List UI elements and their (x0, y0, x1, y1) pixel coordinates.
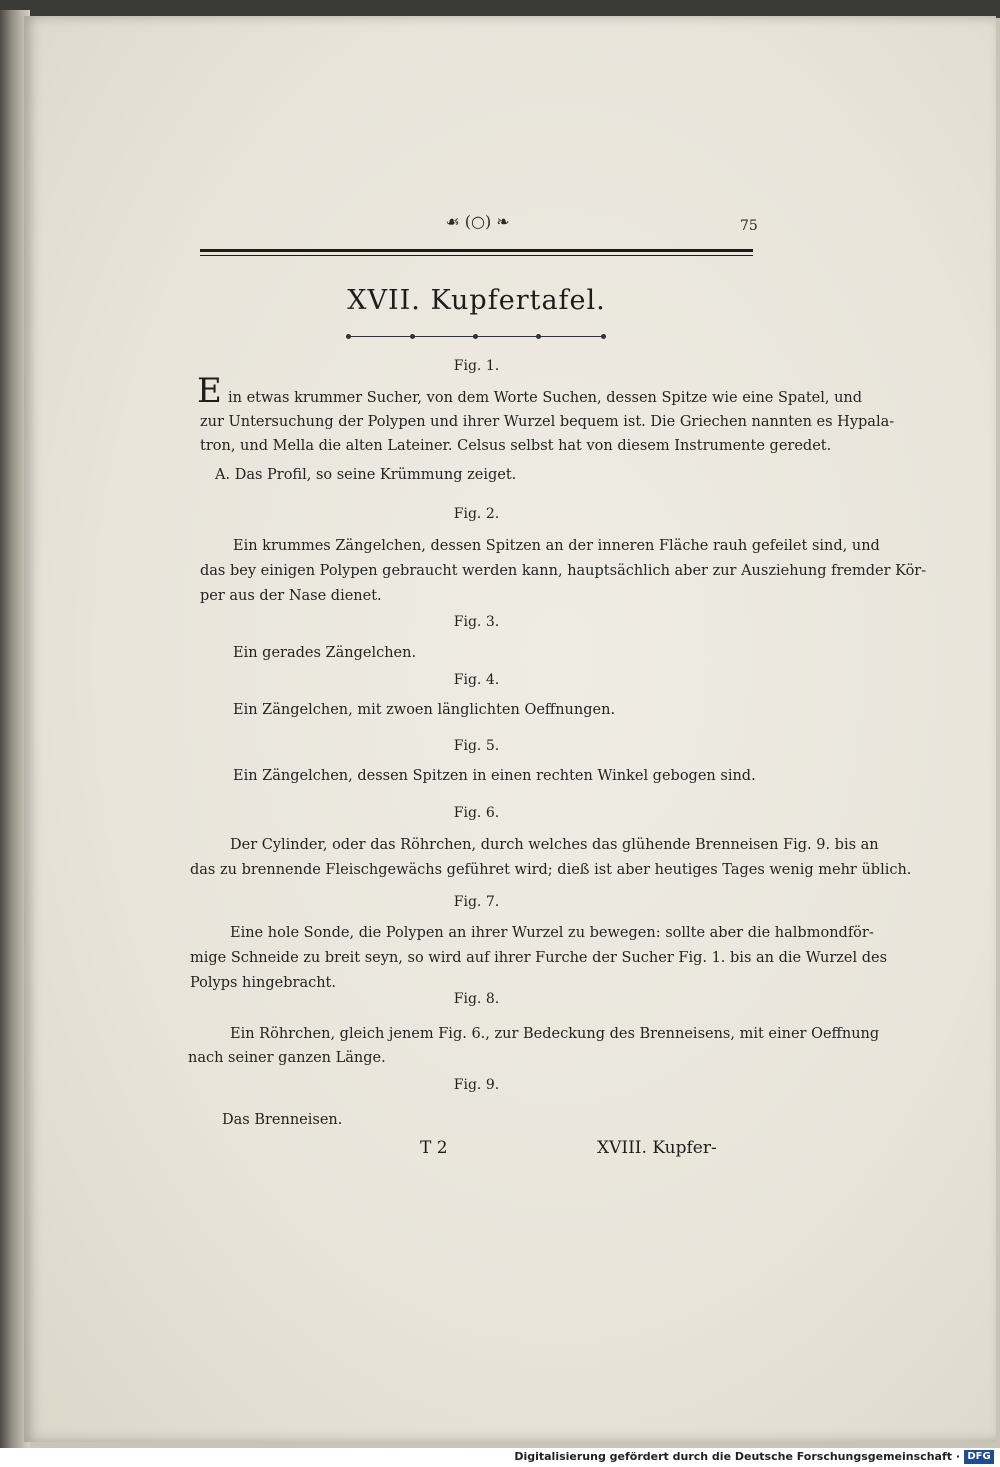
page-number: 75 (740, 218, 758, 234)
text-line: Ein gerades Zängelchen. (233, 645, 417, 661)
header-ornament: ☙ (○) ❧ (445, 212, 510, 231)
credit-bar (0, 1448, 1000, 1467)
title-ornament-rule (346, 334, 606, 340)
fig-heading: Fig. 1. (453, 358, 500, 374)
text-line: das zu brennende Fleischgewächs geführet wird; dieß ist aber heutiges Tages wenig mehr üblich. (190, 862, 912, 878)
text-line: Ein Zängelchen, dessen Spitzen in einen rechten Winkel gebogen sind. (233, 768, 756, 784)
text-line: in etwas krummer Sucher, von dem Worte Suchen, dessen Spitze wie eine Spatel, und (228, 390, 863, 406)
text-line: Ein krummes Zängelchen, dessen Spitzen an der inneren Fläche rauh gefeilet sind, und (233, 538, 880, 554)
catchword: XVIII. Kupfer- (597, 1138, 717, 1158)
text-line: mige Schneide zu breit seyn, so wird auf ihrer Furche der Sucher Fig. 1. bis an die Wurzel des (190, 950, 888, 966)
text-line: zur Untersuchung der Polypen und ihrer Wurzel bequem ist. Die Griechen nannten es Hypala- (200, 414, 895, 430)
text-line: Polyps hingebracht. (190, 975, 336, 991)
credit-text: Digitalisierung gefördert durch die Deutsche Forschungsgemeinschaft · (514, 1450, 960, 1463)
text-line: tron, und Mella die alten Lateiner. Celsus selbst hat von diesem Instrumente geredet. (200, 438, 832, 454)
fig-heading: Fig. 4. (453, 672, 500, 688)
fig-heading: Fig. 6. (453, 805, 500, 821)
text-line: A. Das Profil, so seine Krümmung zeiget. (215, 467, 517, 483)
fig-heading: Fig. 8. (453, 991, 500, 1007)
drop-cap-initial: E (197, 371, 222, 411)
signature-mark: T 2 (420, 1138, 448, 1158)
text-line: Das Brenneisen. (222, 1112, 343, 1128)
text-line: Der Cylinder, oder das Röhrchen, durch welches das glühende Brenneisen Fig. 9. bis an (230, 837, 879, 853)
page-title: XVII. Kupfertafel. (347, 285, 606, 316)
text-line: nach seiner ganzen Länge. (188, 1050, 386, 1066)
fig-heading: Fig. 9. (453, 1077, 500, 1093)
fig-heading: Fig. 7. (453, 894, 500, 910)
text-line: Ein Zängelchen, mit zwoen länglichten Oeffnungen. (233, 702, 616, 718)
text-line: Ein Röhrchen, gleich jenem Fig. 6., zur Bedeckung des Brenneisens, mit einer Oeffnung (230, 1026, 880, 1042)
text-line: per aus der Nase dienet. (200, 588, 382, 604)
text-line: Eine hole Sonde, die Polypen an ihrer Wurzel zu bewegen: sollte aber die halbmondför- (230, 925, 874, 941)
fig-heading: Fig. 5. (453, 738, 500, 754)
fig-heading: Fig. 3. (453, 614, 500, 630)
header-rule-thin (200, 255, 753, 256)
text-line: das bey einigen Polypen gebraucht werden kann, hauptsächlich aber zur Ausziehung fremder Kör- (200, 563, 927, 579)
header-rule (200, 249, 753, 252)
dfg-logo[interactable]: DFG (964, 1450, 994, 1464)
fig-heading: Fig. 2. (453, 506, 500, 522)
